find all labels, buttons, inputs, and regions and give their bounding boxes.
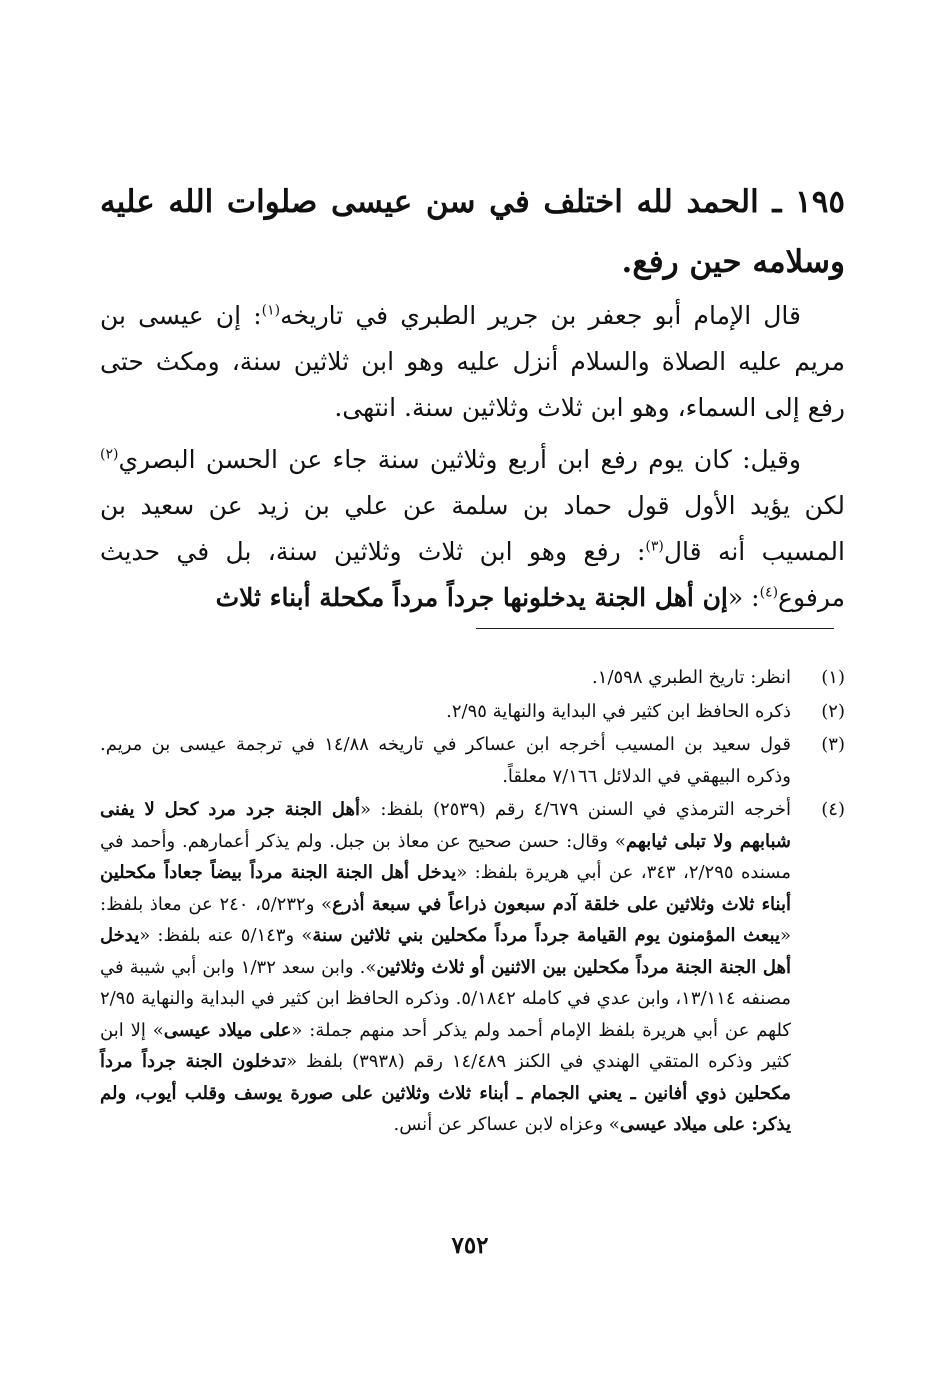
fn4-part: » و٥/٢٣٢، ٢٤٠ عن معاذ بلفظ: «	[100, 893, 791, 946]
footnote-number: (٢)	[821, 700, 845, 722]
hadith-quote: إن أهل الجنة يدخلونها جرداً مرداً مكحلة أبناء ثلاث	[215, 583, 728, 612]
footnote-ref-1[interactable]: (١)	[261, 302, 281, 319]
paragraph-1-text-b: : إن عيسى بن مريم عليه الصلاة والسلام أنزل عليه وهو ابن ثلاثين سنة، ومكث حتى رفع إلى السماء، وهو ابن ثلاث وثلاثين سنة. انتهى.	[100, 301, 845, 422]
footnote-text: انظر: تاريخ الطبري ١/٥٩٨.	[592, 667, 791, 688]
footnote-number: (٤)	[821, 799, 845, 820]
footnote-text	[100, 794, 791, 1141]
paragraph-2-text-a: وقيل: كان يوم رفع ابن أربع وثلاثين سنة جاء عن الحسن البصري	[118, 445, 801, 474]
paragraph-2-text-c: : رفع وهو ابن ثلاث وثلاثين سنة، بل في حديث مرفوع	[100, 537, 845, 612]
footnote-separator	[476, 628, 834, 629]
footnote-3	[100, 729, 845, 792]
fn4-part: » و٥/١٤٣ عنه بلفظ: «	[139, 925, 313, 946]
footnote-1	[100, 662, 845, 694]
paragraph-2-text-b: لكن يؤيد الأول قول حماد بن سلمة عن علي بن زيد عن سعيد بن المسيب أنه قال	[100, 491, 845, 566]
fn4-quote: أهل الجنة جرد مرد كحل لا يفنى شبابهم ولا تبلى ثيابهم	[100, 799, 791, 852]
fn4-quote: تدخلون الجنة جرداً مرداً مكحلين ذوي أفانين ـ يعني الجمام ـ أبناء ثلاث وثلاثين على صورة يوسف وقلب أيوب، ولم يذكر: على ميلاد عيسى	[100, 1051, 791, 1135]
footnote-2	[100, 696, 845, 728]
footnote-ref-2[interactable]: (٢)	[100, 446, 119, 463]
fn4-part: » وعزاه لابن عساكر عن أنس.	[393, 1114, 620, 1135]
fn4-part: ». وابن سعد ١/٣٢ وابن أبي شيبة في مصنفه ١٣/١١٤، وابن عدي في كامله ٥/١٨٤٢. وذكره الحافظ ابن كثير في البداية والنهاية ٢/٩٥ كلهم عن أبي هريرة بلفظ الإمام أحمد ولم يذكر أحد منهم جملة: «	[100, 956, 791, 1041]
footnote-number: (٣)	[821, 734, 845, 755]
footnote-text: قول سعيد بن المسيب أخرجه ابن عساكر في تاريخه ١٤/٨٨ في ترجمة عيسى بن مريم. وذكره البيهقي في الدلائل ٧/١٦٦ معلقاً.	[100, 734, 792, 787]
paragraph-1	[100, 293, 845, 431]
paragraph-1-text-a: قال الإمام أبو جعفر بن جرير الطبري في تاريخه	[280, 301, 801, 330]
page-number: ٧٥٢	[451, 1232, 489, 1259]
fn4-quote: يدخل أهل الجنة الجنة مرداً بيضاً جعاداً مكحلين أبناء ثلاث وثلاثين على خلقة آدم سبعون ذراعاً في سبعة أذرع	[100, 862, 791, 915]
footnote-text: ذكره الحافظ ابن كثير في البداية والنهاية ٢/٩٥.	[446, 700, 791, 722]
fn4-quote: على ميلاد عيسى	[163, 1019, 292, 1041]
paragraph-2-text-d: : «	[727, 583, 760, 612]
heading-text: ١٩٥ ـ الحمد لله اختلف في سن عيسى صلوات الله عليه وسلامه حين رفع.	[100, 184, 845, 280]
fn4-part: » إلا ابن كثير وذكره المتقي الهندي في الكنز ١٤/٤٨٩ رقم (٣٩٣٨) بلفظ «	[100, 1019, 792, 1072]
footnote-ref-3[interactable]: (٣)	[645, 538, 664, 555]
footnote-4	[100, 794, 845, 1141]
footnote-ref-4[interactable]: (٤)	[759, 584, 779, 601]
footnote-number: (١)	[821, 667, 845, 688]
paragraph-2	[100, 437, 845, 621]
footnotes	[100, 662, 845, 1143]
fn4-part: أخرجه الترمذي في السنن ٤/٦٧٩ رقم (٢٥٣٩) بلفظ: «	[360, 799, 791, 820]
section-heading	[100, 172, 845, 292]
fn4-quote: يدخل أهل الجنة الجنة مرداً مكحلين بين الاثنين أو ثلاث وثلاثين	[100, 925, 791, 978]
fn4-quote: يبعث المؤمنون يوم القيامة جرداً مرداً مكحلين بني ثلاثين سنة	[312, 925, 780, 946]
main-text	[100, 293, 845, 621]
fn4-part: » وقال: حسن صحيح عن معاذ بن جبل. ولم يذكر أعمارهم. وأحمد في مسنده ٢/٢٩٥، ٣٤٣، عن أبي هريرة بلفظ: «	[100, 830, 792, 883]
